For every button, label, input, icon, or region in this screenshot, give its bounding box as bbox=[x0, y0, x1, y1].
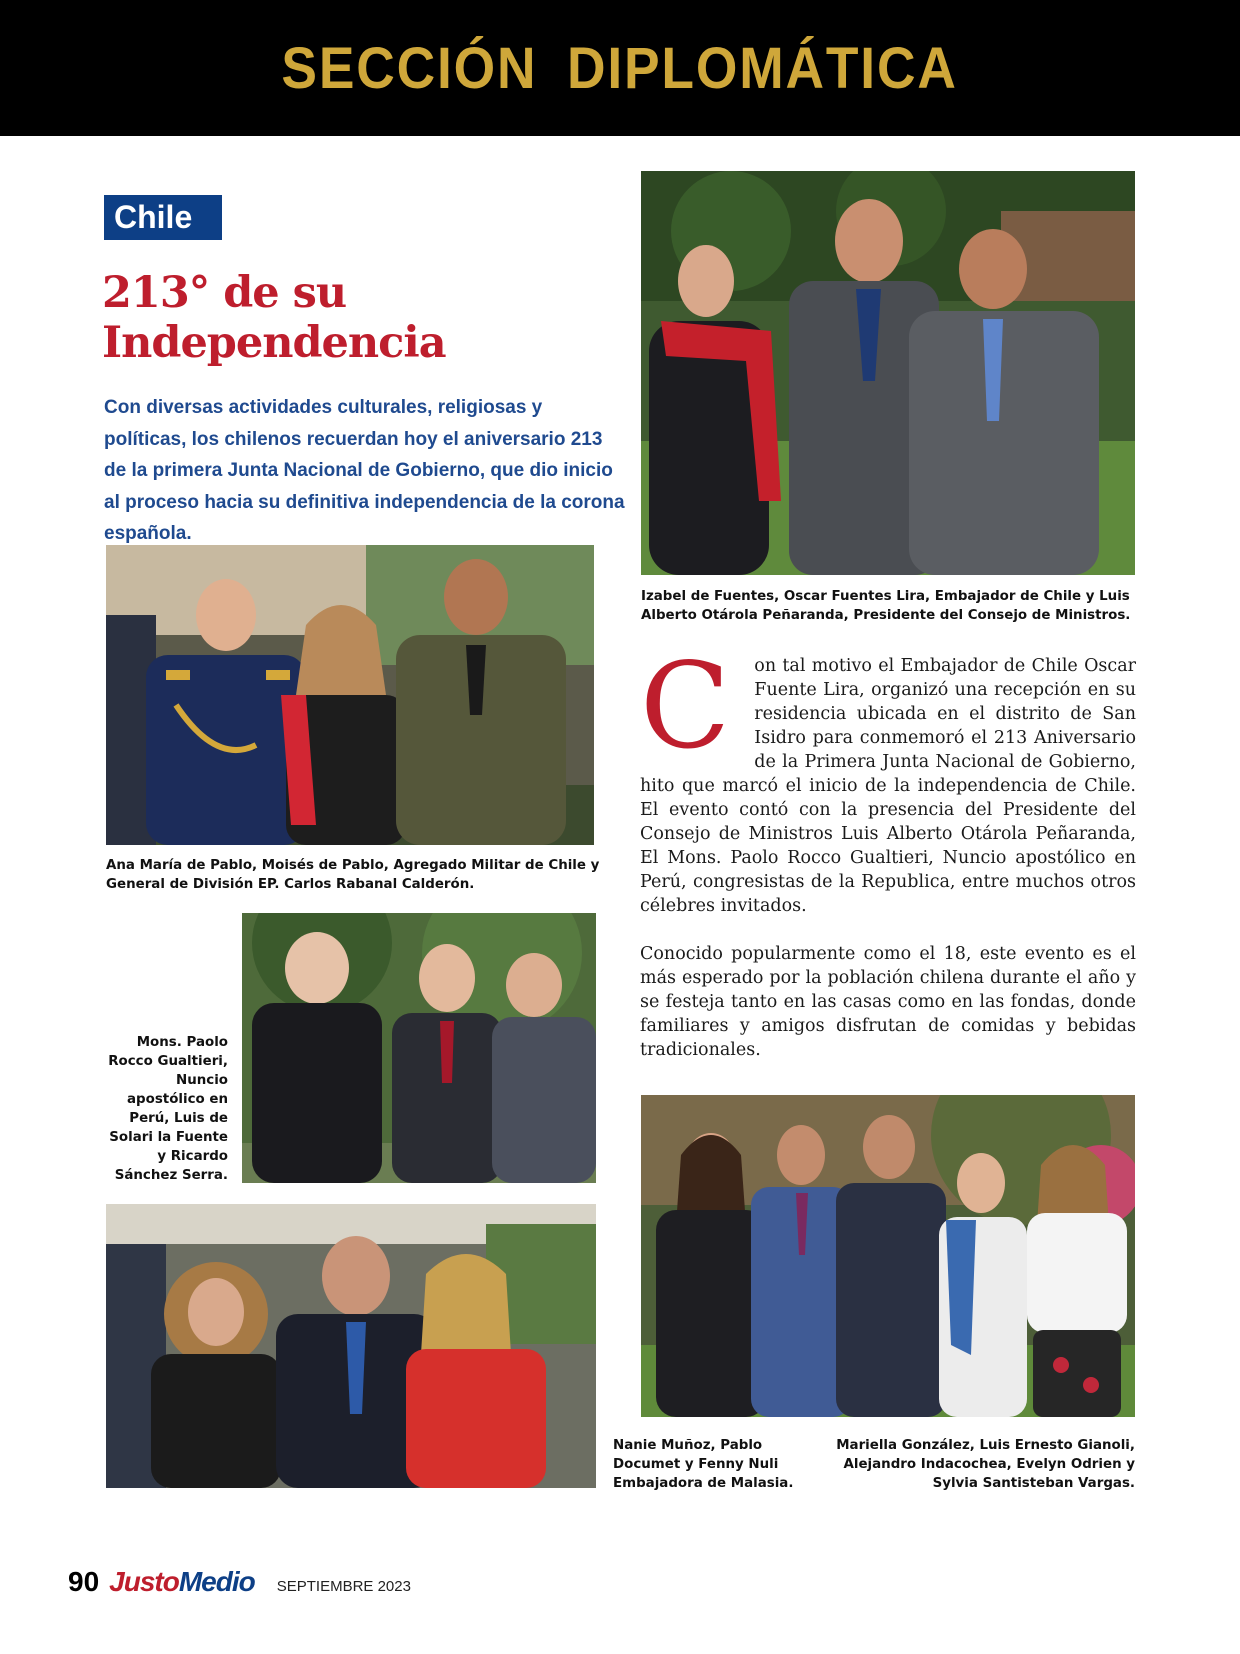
photo-malaysia-ambassador bbox=[106, 1204, 596, 1488]
caption-ambassador-group: Izabel de Fuentes, Oscar Fuentes Lira, Embajador de Chile y Luis Alberto Otárola Peñaranda, Presidente del Consejo de Ministros. bbox=[641, 589, 1131, 623]
issue-date: SEPTIEMBRE 2023 bbox=[276, 1578, 411, 1595]
article-body bbox=[640, 637, 1136, 1086]
article-paragraph-1 bbox=[640, 637, 1136, 918]
article-title bbox=[102, 268, 622, 368]
caption-garden-group: Mariella González, Luis Ernesto Gianoli, Alejandro Indacochea, Evelyn Odrien y Sylvia Santisteban Vargas. bbox=[836, 1438, 1135, 1491]
caption-military-attache: Ana María de Pablo, Moisés de Pablo, Agregado Militar de Chile y General de División EP. Carlos Rabanal Calderón. bbox=[106, 858, 600, 892]
drop-cap: C bbox=[640, 637, 731, 775]
article-paragraph-2: Conocido popularmente como el 18, este evento es el más esperado por la población chilena durante el año y se festeja tanto en las casas como en las fondas, donde familiares y amigos disfrutan de comidas y bebidas tradicionales. bbox=[640, 944, 1136, 1060]
article-title-line-1: 213° de su bbox=[102, 268, 347, 318]
photo-garden-group bbox=[641, 1095, 1135, 1417]
photo-nuncio bbox=[242, 913, 596, 1183]
paragraph-1-text: on tal motivo el Embajador de Chile Oscar Fuente Lira, organizó una recepción en su residencia ubicada en el distrito de San Isidro para conmemoró el 213 Aniversario de la Primera Junta Nacional de Gobierno, hito que marcó el inicio de la independencia de Chile. El evento contó con la presencia del Presidente del Consejo de Ministros Luis Alberto Otárola Peñaranda, El Mons. Paolo Rocco Gualtieri, Nuncio apostólico en Perú, congresistas de la Republica, entre muchos otros célebres invitados. bbox=[640, 656, 1136, 916]
caption-malaysia-ambassador: Nanie Muñoz, Pablo Documet y Fenny Nuli Embajadora de Malasia. bbox=[613, 1438, 794, 1491]
article-title-line-2: Independencia bbox=[102, 318, 446, 368]
logo-part-justo: Justo bbox=[109, 1566, 179, 1597]
logo-part-medio: Medio bbox=[178, 1566, 255, 1597]
section-header bbox=[0, 0, 1240, 136]
page-footer bbox=[68, 1566, 411, 1606]
page-number: 90 bbox=[68, 1566, 100, 1597]
article-lead: Con diversas actividades culturales, religiosas y políticas, los chilenos recuerdan hoy el aniversario 213 de la primera Junta Nacional de Gobierno, que dio inicio al proceso hacia su definitiva independencia de la corona española. bbox=[104, 397, 625, 544]
section-title: SECCIÓN DIPLOMÁTICA bbox=[281, 35, 959, 101]
photo-ambassador-group bbox=[641, 171, 1135, 575]
photo-military-attache bbox=[106, 545, 594, 845]
country-tag: Chile bbox=[104, 195, 222, 240]
magazine-logo bbox=[109, 1566, 255, 1598]
caption-nuncio: Mons. Paolo Rocco Gualtieri, Nuncio apostólico en Perú, Luis de Solari la Fuente y Ricardo Sánchez Serra. bbox=[108, 1035, 228, 1183]
